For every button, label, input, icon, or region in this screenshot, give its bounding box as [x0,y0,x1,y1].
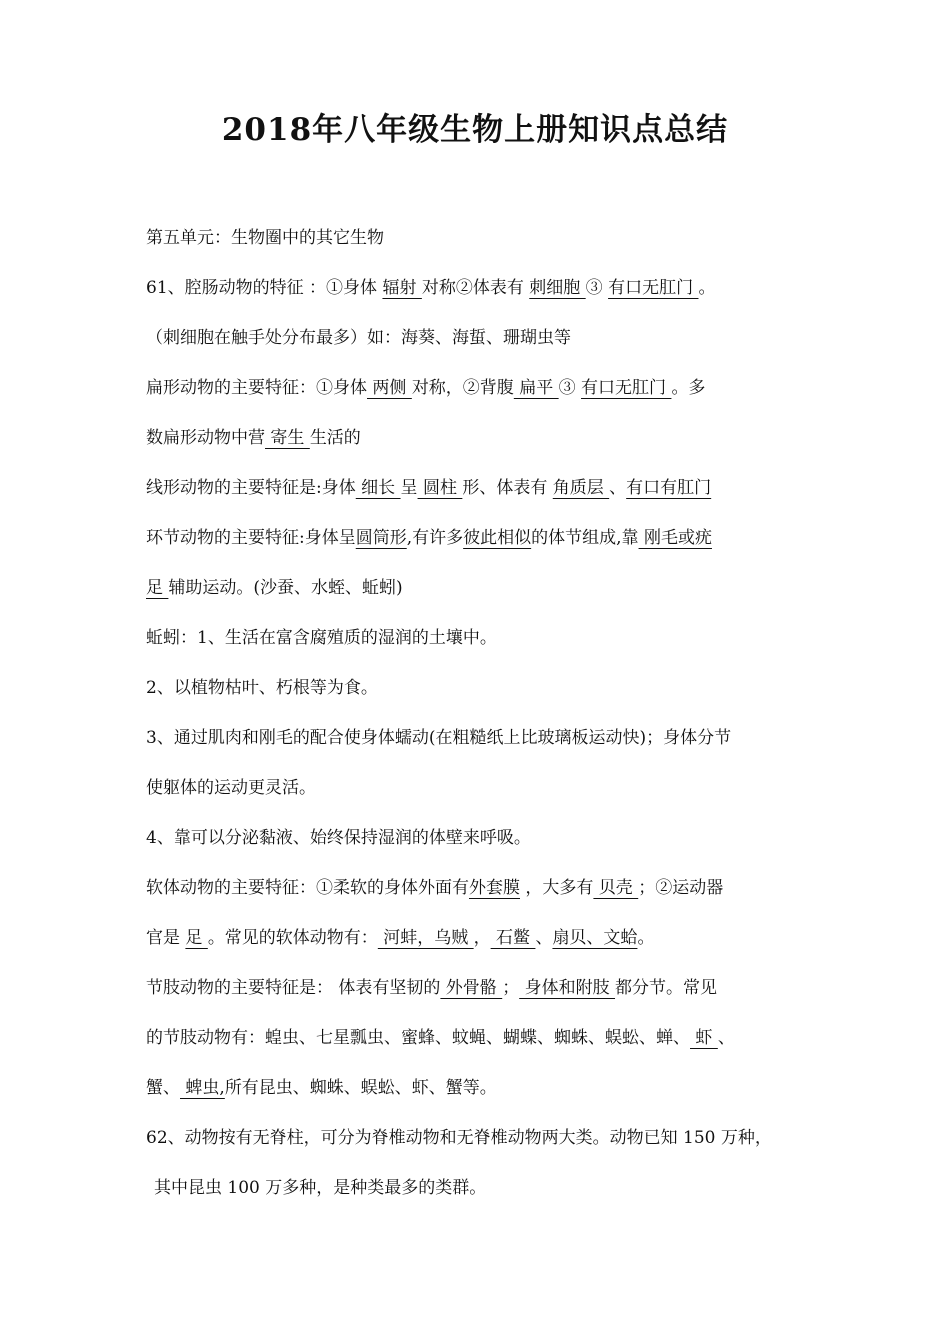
underlined-answer: 河蚌，乌贼 [377,928,474,948]
text-segment: ；②运动器 [638,878,724,898]
underlined-answer: 外套膜 [469,878,520,898]
text-segment: 生活的 [309,428,361,448]
text-line [146,672,818,722]
text-line [146,372,818,422]
text-segment: 4、靠可以分泌黏液、始终保持湿润的体壁来呼吸。 [146,828,531,848]
text-segment: 辅助运动。(沙蚕、水蛭、蚯蚓) [168,578,403,598]
text-line [146,572,818,622]
text-line [146,222,818,272]
underlined-answer: 石鳖 [490,928,536,948]
document-body [146,222,818,1222]
text-segment: 。 [698,278,716,298]
underlined-answer: 外骨骼 [440,978,503,998]
text-segment: 62、动物按有无脊柱，可分为脊椎动物和无脊椎动物两大类。动物已知 150 万种， [146,1128,772,1148]
text-segment: 扁形动物的主要特征：①身体 [146,378,367,398]
text-segment: 数扁形动物中营 [146,428,265,448]
text-segment: 、 [609,478,627,498]
text-line [146,1072,818,1122]
text-segment: 使躯体的运动更灵活。 [146,778,316,798]
underlined-answer: 细长 [355,478,401,498]
text-segment: 其中昆虫 100 万多种，是种类最多的类群。 [154,1178,487,1198]
text-segment: 第五单元：生物圈中的其它生物 [146,228,384,248]
text-segment: 的节肢动物有：蝗虫、七星瓢虫、蜜蜂、蚊蝇、蝴蝶、蜘蛛、蜈蚣、蝉、 [146,1028,690,1048]
text-segment: 。多 [671,378,706,398]
text-segment: 的体节组成,靠 [531,528,639,548]
text-segment: 呈 [400,478,418,498]
underlined-answer: 足 [185,928,208,948]
text-segment: 软体动物的主要特征：①柔软的身体外面有 [146,878,469,898]
text-segment: 所有昆虫、蜘蛛、蜈蚣、虾、蟹等。 [224,1078,497,1098]
underlined-answer: 虾 [690,1028,718,1048]
text-segment: 对称②体表有 [421,278,530,298]
text-segment: 线形动物的主要特征是:身体 [146,478,356,498]
text-segment: ③ [558,378,582,398]
text-segment: 对称，②背腹 [411,378,514,398]
underlined-answer: 有口无肛门 [581,378,672,398]
underlined-answer: 圆筒形 [355,528,407,548]
text-line [146,972,818,1022]
text-segment: ,有许多 [406,528,464,548]
underlined-answer: 贝壳 [593,878,639,898]
underlined-answer: 辐射 [382,278,422,298]
text-line [146,622,818,672]
text-segment: ， [473,928,491,948]
underlined-answer: 圆柱 [417,478,463,498]
underlined-answer: 足 [146,578,169,598]
underlined-answer: 扇贝、文蛤 [552,928,638,948]
text-segment: 、 [717,1028,735,1048]
text-segment: ； [502,978,520,998]
text-line [146,922,818,972]
text-line [146,422,818,472]
text-line [146,772,818,822]
text-segment: 、 [535,928,553,948]
text-segment: ，大多有 [520,878,594,898]
text-segment: 。常见的软体动物有： [207,928,378,948]
text-segment: 节肢动物的主要特征是： 体表有坚韧的 [146,978,441,998]
text-segment: （刺细胞在触手处分布最多）如：海葵、海蜇、珊瑚虫等 [146,328,571,348]
page-title: 2018年八年级生物上册知识点总结 [221,112,729,148]
text-segment: 。 [637,928,655,948]
text-segment: 蚯蚓：1、生活在富含腐殖质的湿润的土壤中。 [146,628,497,648]
underlined-answer: 有口无肛门 [608,278,699,298]
underlined-answer: 蜱虫, [180,1078,225,1098]
text-segment: 3、通过肌肉和刚毛的配合使身体蠕动(在粗糙纸上比玻璃板运动快)；身体分节 [146,728,732,748]
underlined-answer: 刚毛或疣 [638,528,712,548]
text-segment: 61、腔肠动物的特征 ：①身体 [146,278,383,298]
underlined-answer: 扁平 [513,378,559,398]
text-segment: ③ [585,278,609,298]
text-line [146,522,818,572]
underlined-answer: 身体和附肢 [519,978,616,998]
text-line [146,872,818,922]
text-line [146,1022,818,1072]
text-line [146,472,818,522]
text-line [146,272,818,322]
text-segment: 环节动物的主要特征:身体呈 [146,528,356,548]
text-segment: 都分节。常见 [615,978,718,998]
underlined-answer: 角质层 [552,478,610,498]
text-line [146,1172,818,1222]
underlined-answer: 寄生 [265,428,310,448]
text-line [146,822,818,872]
underlined-answer: 彼此相似 [463,528,532,548]
underlined-answer: 两侧 [367,378,412,398]
text-segment: 形、体表有 [462,478,553,498]
text-segment: 蟹、 [146,1078,180,1098]
text-line [146,322,818,372]
text-segment: 2、以植物枯叶、朽根等为食。 [146,678,378,698]
text-line [146,1122,818,1172]
text-segment: 官是 [146,928,186,948]
underlined-answer: 有口有肛门 [626,478,712,498]
text-line [146,722,818,772]
underlined-answer: 刺细胞 [529,278,586,298]
